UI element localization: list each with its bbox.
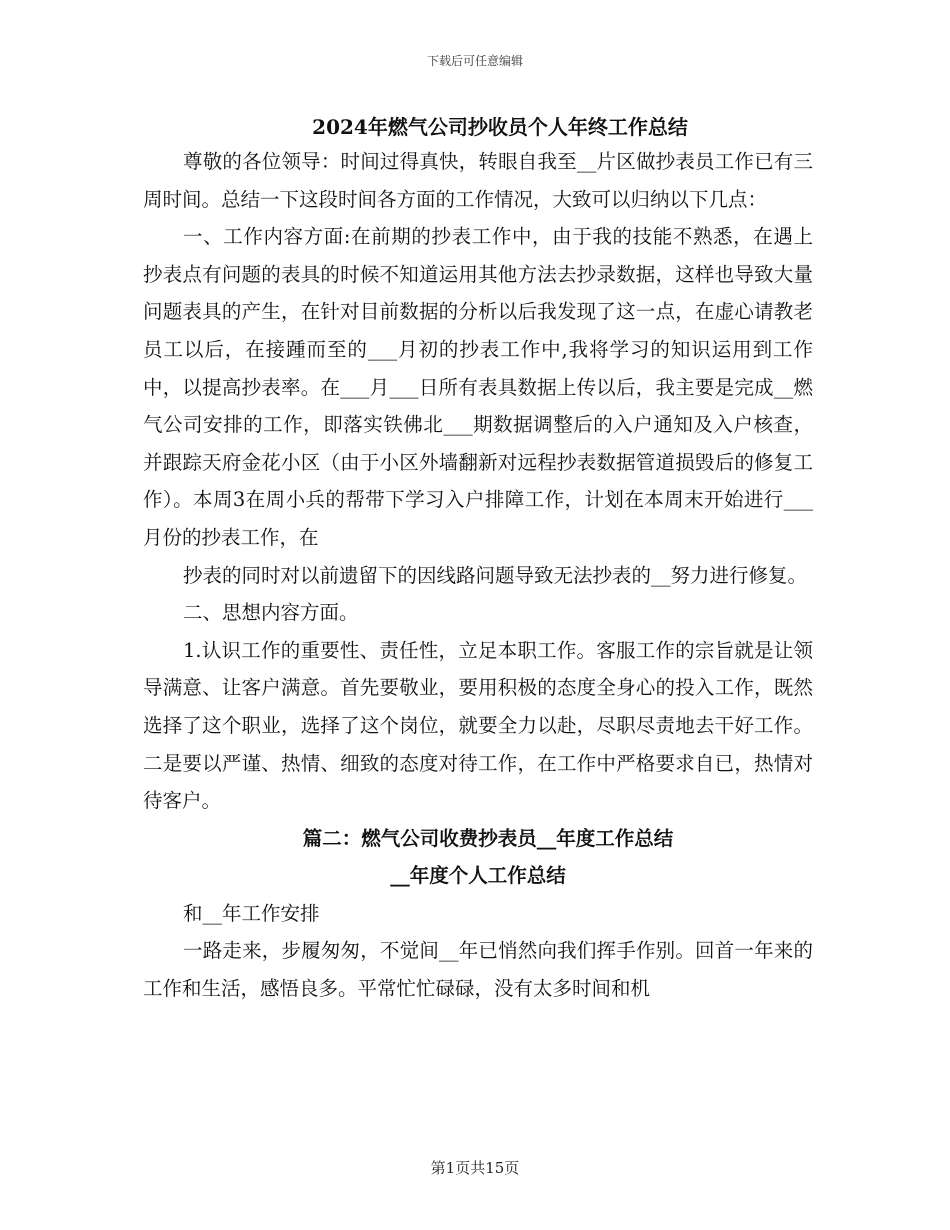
page-footer: 第1页共15页: [430, 1159, 520, 1177]
paragraph-work-content: 一、工作内容方面:在前期的抄表工作中，由于我的技能不熟悉，在遇上抄表点有问题的表具的时候不知道运用其他方法去抄录数据，这样也导致大量问题表具的产生，在针对目前数据的分析以后我发现了这一点，在虚心请教老员工以后，在接踵而至的___月初的抄表工作中,我将学习的知识运用到工作中，以提高抄表率。在___月___日所有表具数据上传以后，我主要是完成__燃气公司安排的工作，即落实铁佛北___期数据调整后的入户通知及入户核查，并跟踪天府金花小区（由于小区外墙翻新对远程抄表数据管道损毁后的修复工作）。本周3在周小兵的帮带下学习入户排障工作，计划在本周末开始进行___月份的抄表工作，在: [143, 225, 813, 549]
document-body: [143, 143, 813, 1008]
paragraph-review: 一路走来，步履匆匆，不觉间__年已悄然向我们挥手作别。回首一年来的工作和生活，感悟良多。平常忙忙碌碌，没有太多时间和机: [143, 939, 813, 1001]
page-header: 下载后可任意编辑: [426, 54, 523, 68]
paragraph-repair: 抄表的同时对以前遗留下的因线路问题导致无法抄表的__努力进行修复。: [183, 563, 808, 587]
paragraph-work-plan: 和__年工作安排: [183, 901, 320, 925]
subtitle-part-two: 篇二：燃气公司收费抄表员__年度工作总结: [302, 826, 674, 850]
subtitle-annual-summary: __年度个人工作总结: [390, 864, 566, 888]
paragraph-greeting: 尊敬的各位领导：时间过得真快，转眼自我至__片区做抄表员工作已有三周时间。总结一下这段时间各方面的工作情况，大致可以归纳以下几点：: [143, 150, 813, 211]
document-title: 2024年燃气公司抄收员个人年终工作总结: [312, 115, 688, 139]
paragraph-responsibility: 1.认识工作的重要性、责任性，立足本职工作。客服工作的宗旨就是让领导满意、让客户满意。首先要敬业，要用积极的态度全身心的投入工作，既然选择了这个职业，选择了这个岗位，就要全力以赴，尽职尽责地去干好工作。二是要以严谨、热情、细致的态度对待工作，在工作中严格要求自已，热情对待客户。: [143, 638, 813, 813]
section-heading-thinking: 二、思想内容方面。: [183, 601, 359, 625]
